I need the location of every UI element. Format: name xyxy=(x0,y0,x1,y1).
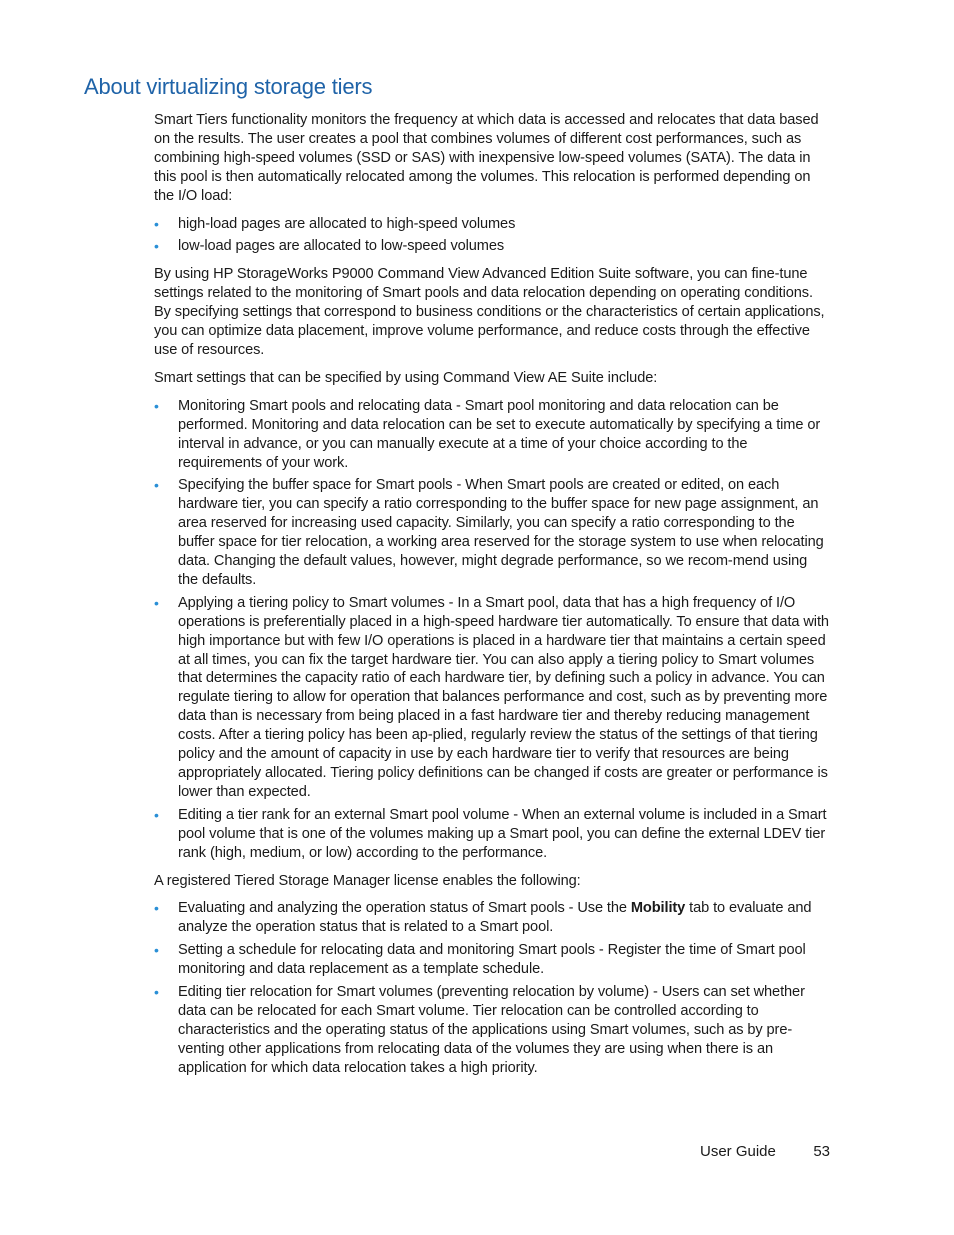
bullet-icon: • xyxy=(154,215,159,232)
bullet-icon: • xyxy=(154,900,159,917)
list-item: • Applying a tiering policy to Smart volumes - In a Smart pool, data that has a high frequency of I/O operations is preferentially placed in a high-speed hardware tier automatically. To ensure that data with high importance but with few I/O operations is placed in a hardware tier that maintains a certain speed at all times, you can fix the target hardware tier. You can also apply a tiering policy to Smart volumes that determines the capacity ratio of each hardware tier, by defining such a policy in advance. You can regulate tiering to allow for operation that balances performance and cost, such as by preventing more data than is necessary from being placed in a fast hardware tier and thereby reducing management costs. After a tiering policy has been ap-plied, regularly review the status of the settings of that tiering policy and the amount of capacity in use by each hardware tier to verify that resources are being appropriately allocated. Tiering policy definitions can be changed if costs are greater or performance is lower than expected. xyxy=(154,594,829,800)
paragraph: By using HP StorageWorks P9000 Command View Advanced Edition Suite software, you can fine-tune settings related to the monitoring of Smart pools and data relocation depending on operating conditions. By specifying settings that correspond to business conditions or the characteristics of certain applications, you can optimize data placement, improve volume performance, and reduce costs through the effective use of resources. xyxy=(154,266,825,358)
list-item: • Specifying the buffer space for Smart pools - When Smart pools are created or edited, on each hardware tier, you can specify a ratio corresponding to the buffer space for new page assignment, an area reserved for increasing used capacity. Similarly, you can specify a ratio corresponding to the buffer space for tier relocation, a working area reserved for the storage system to use when relocating data. Changing the default values, however, might degrade performance, so we recom-mend using the defaults. xyxy=(154,477,824,588)
list-item: • Evaluating and analyzing the operation status of Smart pools - Use the Mobility tab to evaluate and analyze the operation status that is related to a Smart pool. xyxy=(154,900,812,936)
section-title: About virtualizing storage tiers xyxy=(84,74,373,99)
list-item: • low-load pages are allocated to low-speed volumes xyxy=(154,238,505,255)
bullet-icon: • xyxy=(154,984,159,1001)
license-list xyxy=(154,899,830,1077)
body-text xyxy=(154,111,830,1087)
paragraph: A registered Tiered Storage Manager license enables the following: xyxy=(154,872,581,889)
page-number: 53 xyxy=(813,1143,830,1160)
load-list xyxy=(154,215,830,257)
bullet-icon: • xyxy=(154,477,159,494)
mobility-tab-name: Mobility xyxy=(630,900,686,917)
footer-label: User Guide xyxy=(700,1143,776,1160)
bullet-icon: • xyxy=(154,238,159,255)
bullet-icon: • xyxy=(154,942,159,959)
settings-list xyxy=(154,397,830,863)
list-item: • Monitoring Smart pools and relocating data - Smart pool monitoring and data relocation can be performed. Monitoring and data relocation can be set to execute automatically by specifying a time or interval in advance, or you can manually execute at a time of your choice according to the requirements of your work. xyxy=(154,397,821,471)
paragraph: Smart settings that can be specified by using Command View AE Suite include: xyxy=(154,369,658,386)
bullet-icon: • xyxy=(154,806,159,823)
list-item: • Editing tier relocation for Smart volumes (preventing relocation by volume) - Users can set whether data can be relocated for each Smart volume. Tier relocation can be controlled according to characteristics and the operating status of the applications using Smart volumes, such as by pre-venting other applications from relocating data of the volumes they are using when there is an application for which data relocation takes a high priority. xyxy=(154,984,805,1076)
list-item: • Editing a tier rank for an external Smart pool volume - When an external volume is included in a Smart pool volume that is one of the volumes making up a Smart pool, you can define the external LDEV tier rank (high, medium, or low) according to the performance. xyxy=(154,806,827,861)
list-item: • high-load pages are allocated to high-speed volumes xyxy=(154,215,516,232)
page-footer xyxy=(700,1143,830,1160)
intro-paragraph: Smart Tiers functionality monitors the frequency at which data is accessed and relocates that data based on the results. The user creates a pool that combines volumes of different cost performances, such as combining high-speed volumes (SSD or SAS) with inexpensive low-speed volumes (SATA). The data in this pool is then automatically relocated among the volumes. This relocation is performed depending on the I/O load: xyxy=(154,112,819,204)
bullet-icon: • xyxy=(154,594,159,611)
bullet-icon: • xyxy=(154,397,159,414)
list-item: • Setting a schedule for relocating data and monitoring Smart pools - Register the time of Smart pool monitoring and data replacement as a template schedule. xyxy=(154,942,806,978)
